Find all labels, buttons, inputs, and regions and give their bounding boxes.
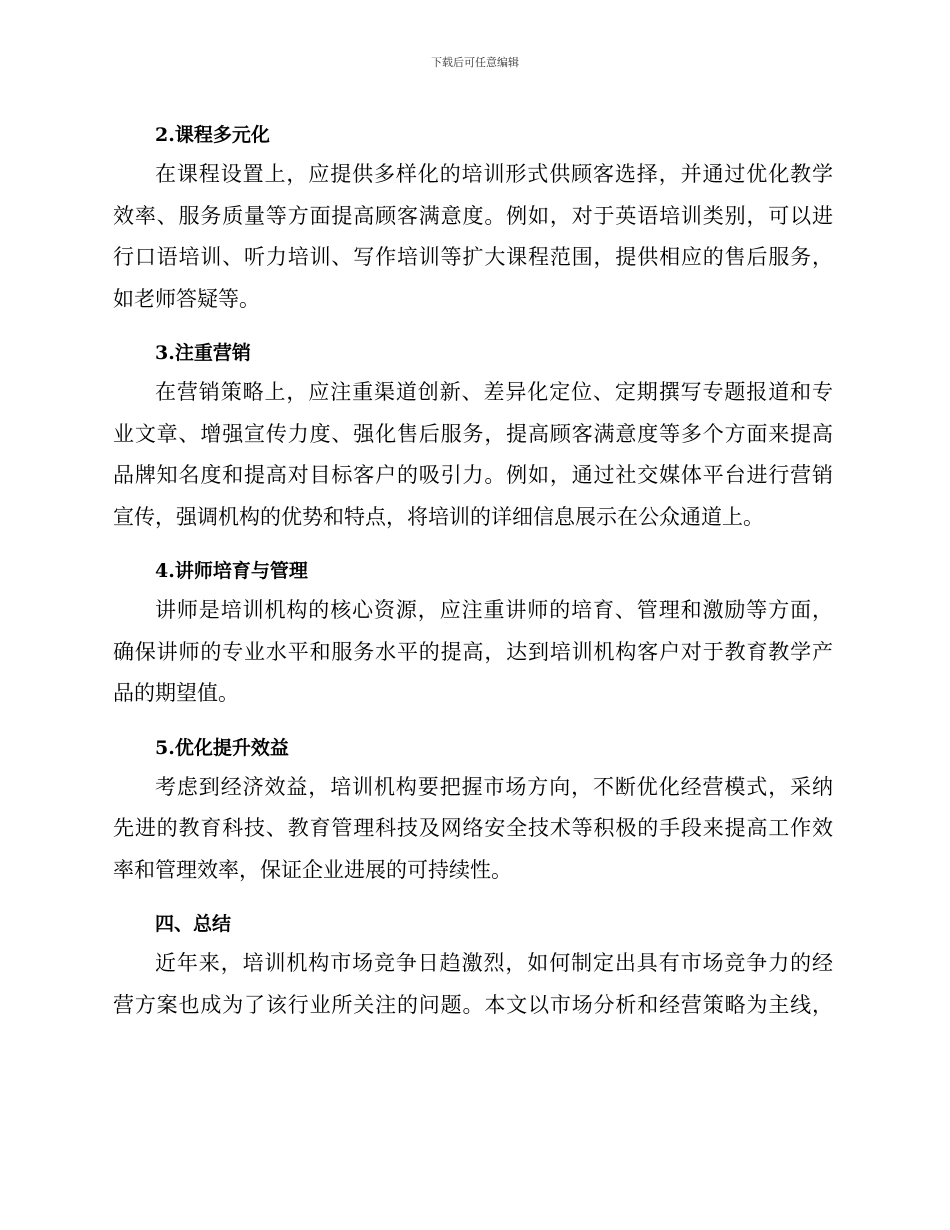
paragraph-line: 品牌知名度和提高对目标客户的吸引力。例如，通过社交媒体平台进行营销 — [113, 463, 833, 487]
paragraph — [113, 943, 833, 1026]
section-course-diversification — [113, 116, 833, 320]
paragraph — [113, 372, 833, 538]
page-header: 下载后可任意编辑 — [431, 56, 519, 69]
section-summary — [113, 905, 833, 1026]
paragraph-line: 近年来，培训机构市场竞争日趋激烈，如何制定出具有市场竞争力的经 — [155, 951, 833, 975]
section-heading: 5.优化提升效益 — [155, 736, 289, 759]
paragraph-line: 在课程设置上，应提供多样化的培训形式供顾客选择，并通过优化教学 — [155, 162, 833, 186]
paragraph — [113, 154, 833, 320]
document-body — [113, 108, 833, 1040]
paragraph-line: 率和管理效率，保证企业进展的可持续性。 — [113, 857, 512, 882]
section-lecturer-management — [113, 552, 833, 715]
section-heading: 四、总结 — [155, 913, 232, 935]
paragraph-line: 业文章、增强宣传力度、强化售后服务，提高顾客满意度等多个方面来提高 — [113, 421, 833, 446]
paragraph-line: 营方案也成为了该行业所关注的问题。本文以市场分析和经营策略为主线， — [113, 992, 833, 1017]
section-efficiency — [113, 729, 833, 892]
section-heading: 2.课程多元化 — [155, 124, 270, 146]
paragraph-line: 先进的教育科技、教育管理科技及网络安全技术等积极的手段来提高工作效 — [113, 816, 833, 840]
paragraph-line: 讲师是培训机构的核心资源，应注重讲师的培育、管理和激励等方面， — [155, 598, 833, 622]
paragraph-line: 在营销策略上，应注重渠道创新、差异化定位、定期撰写专题报道和专 — [155, 380, 833, 404]
paragraph-line: 确保讲师的专业水平和服务水平的提高，达到培训机构客户对于教育教学产 — [113, 639, 833, 664]
paragraph-line: 考虑到经济效益，培训机构要把握市场方向，不断优化经营模式，采纳 — [155, 774, 833, 799]
paragraph — [113, 767, 833, 892]
section-heading: 4.讲师培育与管理 — [155, 560, 308, 582]
paragraph — [113, 590, 833, 715]
paragraph-line: 如老师答疑等。 — [113, 286, 260, 311]
paragraph-line: 宣传，强调机构的优势和特点，将培训的详细信息展示在公众通道上。 — [113, 504, 764, 529]
section-marketing — [113, 334, 833, 538]
paragraph-line: 行口语培训、听力培训、写作培训等扩大课程范围，提供相应的售后服务， — [113, 245, 833, 269]
paragraph-line: 品的期望值。 — [113, 681, 239, 705]
paragraph-line: 效率、服务质量等方面提高顾客满意度。例如，对于英语培训类别，可以进 — [113, 203, 833, 228]
section-heading: 3.注重营销 — [155, 342, 251, 364]
